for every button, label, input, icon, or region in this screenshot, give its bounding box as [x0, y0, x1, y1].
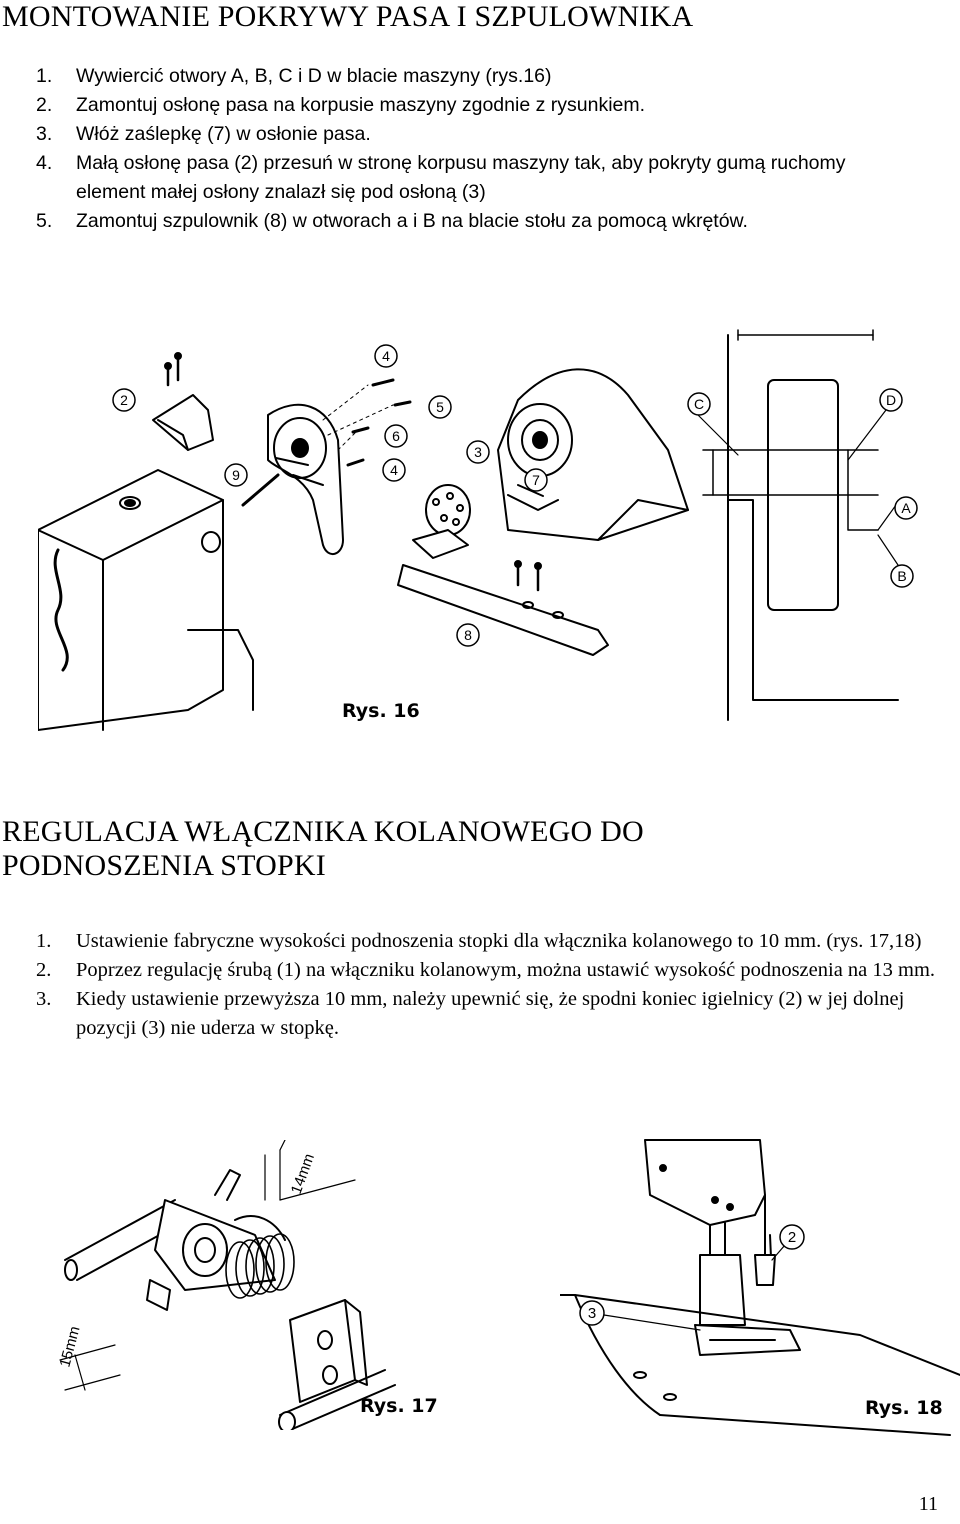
- callout-label: 3: [587, 1305, 597, 1322]
- list-item: 5. Zamontuj szpulownik (8) w otworach a i B na blacie stołu za pomocą wkrętów.: [36, 210, 748, 232]
- list-item: 2. Poprzez regulację śrubą (1) na włączniku kolanowym, można ustawić wysokość podnoszenia na 13 mm.: [36, 959, 936, 981]
- callout-label: 4: [382, 348, 390, 364]
- dimension-label-15mm: 15mm: [56, 1324, 84, 1370]
- list-item: 2. Zamontuj osłonę pasa na korpusie maszyny zgodnie z rysunkiem.: [36, 94, 646, 116]
- hole-label: A: [901, 500, 911, 516]
- callout-label: 5: [436, 399, 444, 415]
- hole-label: D: [885, 392, 897, 408]
- knee-lifter-drawing: [55, 1140, 475, 1430]
- callout-label: 9: [232, 467, 240, 483]
- figure-caption: Rys. 17: [360, 1395, 438, 1417]
- instruction-list-knee-lifter: [0, 927, 940, 1043]
- callout-label: 2: [120, 392, 128, 408]
- list-item: 1. Wywiercić otwory A, B, C i D w blacie maszyny (rys.16): [36, 65, 552, 87]
- page-number: 11: [918, 1493, 938, 1515]
- list-item: 3. Kiedy ustawienie przewyższa 10 mm, należy upewnić się, że spodni koniec igielnicy (2) w jej dolnej pozycji (3) nie uderza w stopkę.: [36, 988, 905, 1039]
- section-title-belt-cover: MONTOWANIE POKRYWY PASA I SZPULOWNIKA: [2, 0, 694, 33]
- figure-rys-17: [55, 1140, 475, 1430]
- instruction-list-belt-cover: [0, 62, 940, 236]
- callout-label: 4: [390, 462, 398, 478]
- hole-label: B: [897, 568, 907, 584]
- section-title-knee-lifter: REGULACJA WŁĄCZNIKA KOLANOWEGO DO PODNOSZENIA STOPKI: [2, 815, 644, 882]
- hole-label: C: [693, 396, 705, 412]
- figure-rys-18: [560, 1135, 960, 1450]
- list-item: 3. Włóż zaślepkę (7) w osłonie pasa.: [36, 123, 371, 145]
- figure-rys-16: [38, 300, 938, 740]
- callout-label: 3: [474, 444, 482, 460]
- callout-label: 2: [787, 1229, 797, 1246]
- figure-caption: Rys. 18: [865, 1397, 943, 1419]
- callout-label: 6: [392, 428, 400, 444]
- figure-caption: Rys. 16: [342, 700, 420, 722]
- belt-cover-assembly-drawing: [38, 300, 938, 740]
- callout-label: 7: [532, 472, 540, 488]
- list-item: 1. Ustawienie fabryczne wysokości podnoszenia stopki dla włącznika kolanowego to 10 mm. (rys. 17,18): [36, 930, 922, 952]
- dimension-label-14mm: 14mm: [287, 1151, 319, 1197]
- callout-label: 8: [464, 627, 472, 643]
- list-item: 4. Małą osłonę pasa (2) przesuń w stronę korpusu maszyny tak, aby pokryty gumą ruchomy element małej osłony znalazł się pod osłoną (3): [36, 152, 846, 203]
